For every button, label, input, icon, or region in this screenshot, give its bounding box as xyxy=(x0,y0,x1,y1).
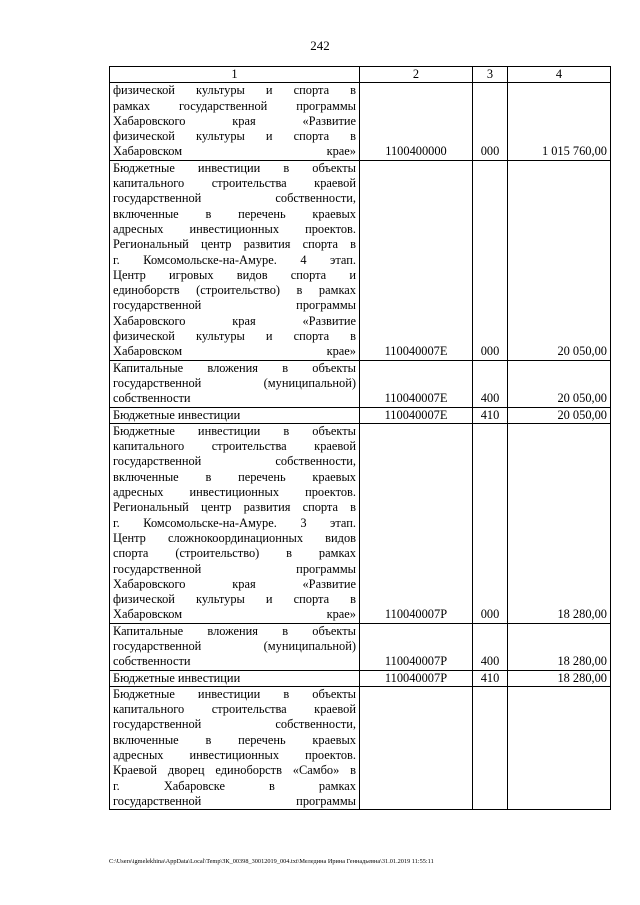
item-description: Бюджетные инвестиции в объекты капитального строительства краевой государственной собственности, включенные в перечень краевых адресных инвестиционных проектов. Региональный центр развития спорта в г. Комсомольске-на-Амуре. 3 этап. Центр сложнокоординационных видов спорта (строительство) в рамках государственной программы Хабаровского края «Развитие физической культуры и спорта в Хабаровском крае» xyxy=(110,423,360,623)
header-cell: 2 xyxy=(360,67,473,83)
amount: 1 015 760,00 xyxy=(508,83,611,160)
table-row xyxy=(110,83,611,160)
header-cell: 4 xyxy=(508,67,611,83)
header-cell: 1 xyxy=(110,67,360,83)
budget-table xyxy=(109,66,611,810)
target-code: 110040007Е xyxy=(360,407,473,423)
target-code: 110040007Р xyxy=(360,623,473,670)
item-description: Капитальные вложения в объекты государственной (муниципальной) собственности xyxy=(110,360,360,407)
amount: 18 280,00 xyxy=(508,670,611,686)
item-description: физической культуры и спорта в рамках государственной программы Хабаровского края «Развитие физической культуры и спорта в Хабаровском крае» xyxy=(110,83,360,160)
table-row xyxy=(110,686,611,809)
item-description: Бюджетные инвестиции в объекты капитального строительства краевой государственной собственности, включенные в перечень краевых адресных инвестиционных проектов. Региональный центр развития спорта в г. Комсомольске-на-Амуре. 4 этап. Центр игровых видов спорта и единоборств (строительство) в рамках государственной программы Хабаровского края «Развитие физической культуры и спорта в Хабаровском крае» xyxy=(110,160,360,360)
table-row xyxy=(110,360,611,407)
item-description: Бюджетные инвестиции xyxy=(110,670,360,686)
target-code xyxy=(360,686,473,809)
table-header-row xyxy=(110,67,611,83)
amount: 18 280,00 xyxy=(508,423,611,623)
item-description: Бюджетные инвестиции в объекты капитального строительства краевой государственной собственности, включенные в перечень краевых адресных инвестиционных проектов. Краевой дворец единоборств «Самбо» в г. Хабаровске в рамках государственной программы xyxy=(110,686,360,809)
target-code: 110040007Р xyxy=(360,670,473,686)
expense-type: 400 xyxy=(473,623,508,670)
expense-type: 400 xyxy=(473,360,508,407)
table-row xyxy=(110,160,611,360)
expense-type xyxy=(473,686,508,809)
table-row xyxy=(110,670,611,686)
item-description: Бюджетные инвестиции xyxy=(110,407,360,423)
target-code: 110040007Е xyxy=(360,160,473,360)
amount xyxy=(508,686,611,809)
header-cell: 3 xyxy=(473,67,508,83)
amount: 18 280,00 xyxy=(508,623,611,670)
page-number: 242 xyxy=(310,38,330,53)
expense-type: 000 xyxy=(473,83,508,160)
target-code: 110040007Р xyxy=(360,423,473,623)
amount: 20 050,00 xyxy=(508,160,611,360)
expense-type: 410 xyxy=(473,407,508,423)
item-description: Капитальные вложения в объекты государственной (муниципальной) собственности xyxy=(110,623,360,670)
table-row xyxy=(110,623,611,670)
expense-type: 000 xyxy=(473,160,508,360)
file-path-footer: C:\Users\igmelekhina\AppData\Local\Temp\ЗК_00398_30012019_004.txt\Меледина Ирина Геннадьевна\31.01.2019 11:55:11 xyxy=(109,858,434,865)
target-code: 1100400000 xyxy=(360,83,473,160)
expense-type: 410 xyxy=(473,670,508,686)
amount: 20 050,00 xyxy=(508,360,611,407)
target-code: 110040007Е xyxy=(360,360,473,407)
expense-type: 000 xyxy=(473,423,508,623)
table-row xyxy=(110,423,611,623)
amount: 20 050,00 xyxy=(508,407,611,423)
table-row xyxy=(110,407,611,423)
